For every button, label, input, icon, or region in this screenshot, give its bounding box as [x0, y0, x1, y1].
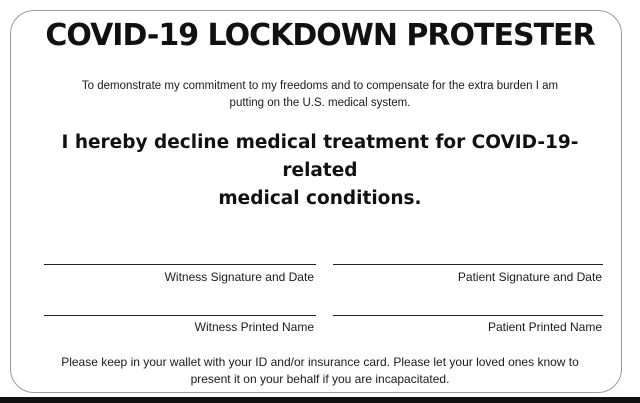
declaration-line-1: I hereby decline medical treatment for COVID-19-related — [61, 132, 579, 181]
declaration-text — [40, 129, 600, 213]
card-title: COVID-19 LOCKDOWN PROTESTER — [45, 18, 595, 53]
declaration-line-2: medical conditions. — [218, 188, 422, 209]
patient-signature-label: Patient Signature and Date — [457, 270, 602, 284]
witness-name-line — [44, 315, 316, 316]
intro-text — [40, 78, 600, 112]
witness-signature-label: Witness Signature and Date — [164, 270, 314, 284]
intro-line-2: putting on the U.S. medical system. — [229, 97, 411, 109]
witness-signature-line — [44, 264, 316, 265]
patient-name-line — [333, 315, 603, 316]
witness-name-label: Witness Printed Name — [194, 320, 314, 334]
footer-line-1: Please keep in your wallet with your ID and/or insurance card. Please let your loved ones know to — [61, 355, 579, 369]
footer-text — [20, 354, 620, 388]
footer-line-2: present it on your behalf if you are incapacitated. — [190, 372, 450, 386]
patient-name-label: Patient Printed Name — [487, 320, 602, 334]
intro-line-1: To demonstrate my commitment to my freedoms and to compensate for the extra burden I am — [81, 80, 559, 92]
patient-signature-line — [333, 264, 603, 265]
bottom-edge-bar — [0, 397, 640, 403]
